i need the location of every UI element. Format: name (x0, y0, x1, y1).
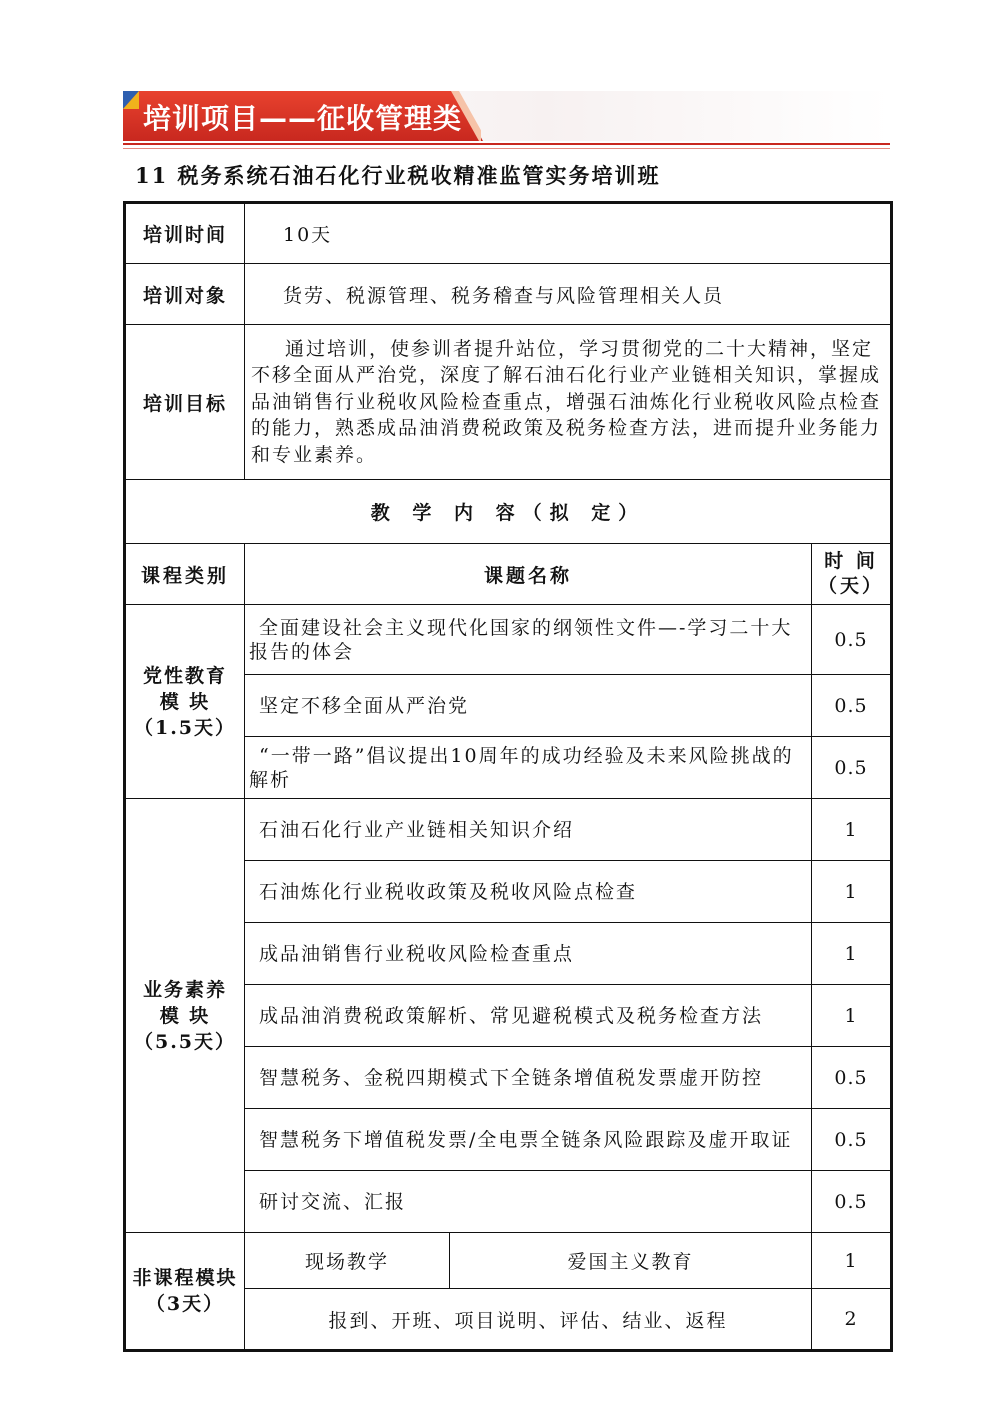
header-time (812, 544, 892, 605)
goal-value: 通过培训，使参训者提升站位，学习贯彻党的二十大精神，坚定不移全面从严治党，深度了解石油石化行业产业链相关知识，掌握成品油销售行业税收风险检查重点，增强石油炼化行业税收风险点检查的能力，熟悉成品油消费税政策及税务检查方法，进而提升业务能力和专业素养。 (245, 325, 892, 480)
days-cell: 2 (812, 1289, 892, 1351)
topic-cell: 成品油销售行业税收风险检查重点 (245, 923, 812, 985)
header-category: 课程类别 (125, 544, 245, 605)
topic-cell: 石油炼化行业税收政策及税收风险点检查 (245, 861, 812, 923)
module-days: （5.5天） (133, 1030, 237, 1053)
module-name: 党性教育 (142, 664, 227, 687)
time-value: 10天 (245, 203, 892, 264)
module-suffix: 模 块 (159, 690, 211, 713)
days-cell: 1 (812, 861, 892, 923)
banner-title: 培训项目——征收管理类 (143, 102, 463, 135)
row-audience (125, 264, 892, 325)
days-cell: 0.5 (812, 1047, 892, 1109)
topic-cell: 智慧税务、金税四期模式下全链条增值税发票虚开防控 (245, 1047, 812, 1109)
goal-label: 培训目标 (125, 325, 245, 480)
days-cell: 0.5 (812, 1171, 892, 1233)
row-headers (125, 544, 892, 605)
time-label: 培训时间 (125, 203, 245, 264)
header-time-line2: （天） (818, 575, 885, 597)
topic-cell: 坚定不移全面从严治党 (245, 675, 812, 737)
days-cell: 1 (812, 923, 892, 985)
course-table (123, 201, 893, 1352)
topic-cell: 全面建设社会主义现代化国家的纲领性文件—-学习二十大报告的体会 (245, 605, 812, 675)
days-cell: 1 (812, 985, 892, 1047)
header-time-line1: 时 间 (824, 550, 878, 572)
topic-cell: 现场教学 (245, 1233, 450, 1289)
module-name: 非课程模块 (132, 1267, 238, 1289)
topic-cell: “一带一路”倡议提出10周年的成功经验及未来风险挑战的解析 (245, 737, 812, 799)
banner-rule (123, 143, 890, 145)
table-row (125, 1233, 892, 1289)
days-cell: 0.5 (812, 675, 892, 737)
days-cell: 1 (812, 1233, 892, 1289)
table-row (125, 605, 892, 675)
audience-label: 培训对象 (125, 264, 245, 325)
banner-rule-thin (123, 148, 890, 149)
row-goal (125, 325, 892, 480)
days-cell: 1 (812, 799, 892, 861)
topic-cell: 成品油消费税政策解析、常见避税模式及税务检查方法 (245, 985, 812, 1047)
section-title: 教 学 内 容（拟 定） (125, 480, 892, 544)
topic-cell: 石油石化行业产业链相关知识介绍 (245, 799, 812, 861)
topic-cell: 爱国主义教育 (450, 1233, 812, 1289)
days-cell: 0.5 (812, 605, 892, 675)
header-topic: 课题名称 (245, 544, 812, 605)
module-name: 业务素养 (142, 978, 227, 1001)
topic-cell: 智慧税务下增值税发票/全电票全链条风险跟踪及虚开取证 (245, 1109, 812, 1171)
module-days: （1.5天） (133, 716, 237, 739)
topic-cell: 报到、开班、项目说明、评估、结业、返程 (245, 1289, 812, 1351)
module-party (125, 605, 245, 799)
module-noncourse (125, 1233, 245, 1351)
days-cell: 0.5 (812, 737, 892, 799)
module-business (125, 799, 245, 1233)
days-cell: 0.5 (812, 1109, 892, 1171)
table-row (125, 799, 892, 861)
topic-cell: 研讨交流、汇报 (245, 1171, 812, 1233)
module-days: （3天） (145, 1293, 225, 1315)
section-banner (123, 91, 890, 147)
module-suffix: 模 块 (159, 1004, 211, 1027)
course-title: 11 税务系统石油石化行业税收精准监管实务培训班 (135, 163, 661, 188)
row-time (125, 203, 892, 264)
audience-value: 货劳、税源管理、税务稽查与风险管理相关人员 (245, 264, 892, 325)
row-section-title (125, 480, 892, 544)
